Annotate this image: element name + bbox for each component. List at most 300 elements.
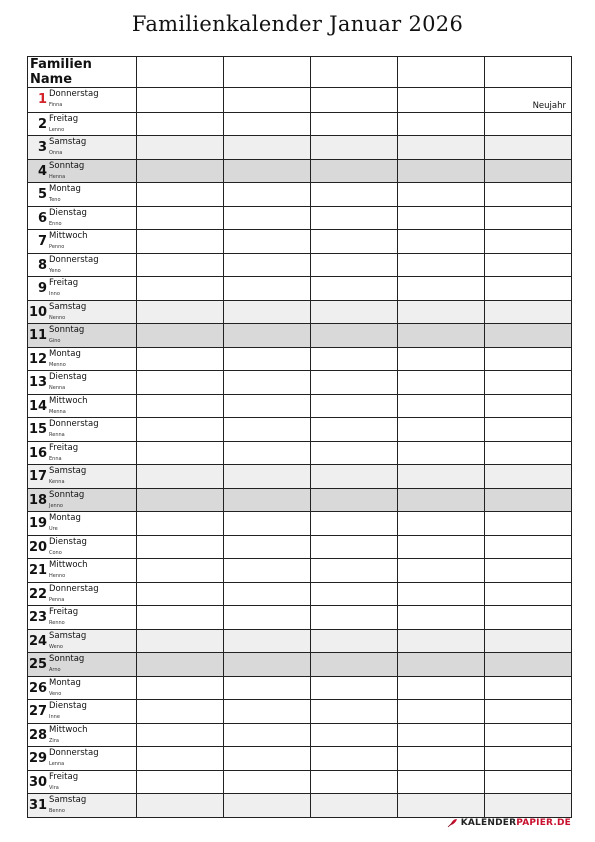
entry-cell[interactable] [311, 206, 398, 230]
entry-cell[interactable] [398, 206, 485, 230]
entry-cell[interactable] [311, 747, 398, 771]
brand-name-part1: KALENDER [460, 818, 517, 828]
entry-cell[interactable] [224, 418, 311, 442]
weekday-label: Donnerstag [49, 748, 99, 758]
day-number: 19 [29, 516, 48, 531]
name-day-label: Henna [49, 173, 66, 180]
day-label-cell [28, 324, 137, 348]
day-row [28, 559, 572, 583]
entry-cell[interactable] [398, 700, 485, 724]
entry-cell[interactable] [485, 700, 572, 724]
entry-cell[interactable] [137, 183, 224, 207]
name-day-label: Enna [49, 455, 62, 462]
day-label-cell [28, 206, 137, 230]
entry-cell[interactable] [398, 418, 485, 442]
entry-cell[interactable] [137, 371, 224, 395]
day-number: 2 [37, 116, 47, 132]
entry-cell[interactable] [224, 441, 311, 465]
day-label-cell [28, 488, 137, 512]
entry-cell[interactable] [311, 88, 398, 113]
entry-cell[interactable] [398, 629, 485, 653]
entry-cell[interactable] [224, 159, 311, 183]
entry-cell[interactable] [137, 606, 224, 630]
day-row [28, 347, 572, 371]
name-day-label: Henno [49, 573, 66, 579]
entry-cell[interactable] [485, 324, 572, 348]
day-row [28, 112, 572, 136]
weekday-label: Donnerstag [49, 419, 99, 429]
entry-cell[interactable] [398, 535, 485, 559]
entry-cell[interactable] [398, 465, 485, 489]
entry-cell[interactable] [311, 582, 398, 606]
day-number: 28 [29, 727, 48, 743]
name-day-label: Veno [49, 690, 62, 697]
entry-cell[interactable] [137, 253, 224, 277]
entry-cell[interactable] [224, 747, 311, 771]
day-row [28, 253, 572, 277]
entry-cell[interactable] [311, 418, 398, 442]
day-number: 29 [29, 751, 48, 766]
day-row [28, 747, 572, 771]
weekday-label: Samstag [49, 630, 87, 641]
entry-cell[interactable] [137, 559, 224, 583]
entry-cell[interactable] [485, 112, 572, 136]
day-row [28, 277, 572, 301]
entry-cell[interactable] [485, 159, 572, 183]
name-day-label: Renna [49, 432, 65, 438]
day-label-cell [28, 606, 137, 630]
name-day-label: Weno [49, 643, 63, 650]
day-label-cell [28, 300, 137, 324]
entry-cell[interactable] [137, 747, 224, 771]
entry-cell[interactable] [398, 230, 485, 254]
entry-cell[interactable] [398, 512, 485, 536]
entry-cell[interactable] [137, 512, 224, 536]
name-day-label: Menna [49, 408, 66, 415]
entry-cell[interactable] [398, 159, 485, 183]
entry-cell[interactable] [311, 253, 398, 277]
weekday-label: Dienstag [49, 701, 87, 711]
entry-cell[interactable] [137, 112, 224, 136]
entry-cell[interactable] [311, 159, 398, 183]
entry-cell[interactable] [485, 183, 572, 207]
day-row [28, 512, 572, 536]
weekday-label: Sonntag [49, 325, 85, 335]
day-number: 22 [29, 586, 48, 602]
entry-cell[interactable] [224, 183, 311, 207]
weekday-label: Dienstag [49, 372, 87, 382]
entry-cell[interactable] [137, 629, 224, 653]
name-day-label: Gino [49, 338, 61, 344]
entry-cell[interactable] [485, 371, 572, 395]
entry-cell[interactable] [311, 700, 398, 724]
entry-cell[interactable] [398, 723, 485, 747]
weekday-label: Mittwoch [49, 231, 88, 241]
day-label-cell [28, 159, 137, 183]
day-number: 11 [29, 328, 48, 343]
day-number: 17 [29, 469, 48, 484]
day-row [28, 324, 572, 348]
day-label-cell [28, 441, 137, 465]
entry-cell[interactable] [311, 347, 398, 371]
entry-cell[interactable] [224, 230, 311, 254]
weekday-label: Dienstag [49, 207, 87, 218]
name-day-label: Nenno [49, 314, 66, 321]
day-label-cell [28, 277, 137, 301]
entry-cell[interactable] [137, 653, 224, 677]
weekday-label: Freitag [49, 771, 79, 782]
entry-cell[interactable] [398, 676, 485, 700]
day-number: 18 [29, 492, 48, 508]
entry-cell[interactable] [311, 230, 398, 254]
name-day-label: Renno [49, 620, 65, 626]
entry-cell[interactable] [311, 465, 398, 489]
entry-cell[interactable] [137, 441, 224, 465]
day-row [28, 653, 572, 677]
day-number: 8 [37, 257, 47, 273]
entry-cell[interactable] [224, 700, 311, 724]
name-day-label: Vira [49, 784, 59, 791]
entry-cell[interactable] [137, 700, 224, 724]
day-number: 12 [29, 351, 48, 367]
family-member-cell[interactable] [311, 57, 398, 88]
name-day-label: Yeno [49, 267, 61, 274]
entry-cell[interactable] [398, 747, 485, 771]
day-row [28, 582, 572, 606]
name-day-label: Cono [49, 549, 62, 556]
entry-cell[interactable] [311, 441, 398, 465]
entry-cell[interactable] [485, 418, 572, 442]
name-day-label: Onna [49, 150, 63, 156]
weekday-label: Freitag [49, 442, 79, 453]
entry-cell[interactable] [311, 676, 398, 700]
entry-cell[interactable] [485, 770, 572, 794]
day-label-cell [28, 747, 137, 771]
entry-cell[interactable] [137, 88, 224, 113]
weekday-label: Donnerstag [49, 583, 99, 594]
day-number: 3 [37, 140, 47, 155]
entry-cell[interactable] [137, 324, 224, 348]
entry-cell[interactable] [224, 653, 311, 677]
day-number: 9 [37, 281, 47, 296]
entry-cell[interactable] [485, 488, 572, 512]
day-number: 31 [29, 798, 48, 813]
entry-cell[interactable] [398, 253, 485, 277]
day-label-cell [28, 794, 137, 818]
family-member-cell[interactable] [224, 57, 311, 88]
entry-cell[interactable] [398, 136, 485, 160]
family-member-cell[interactable] [398, 57, 485, 88]
weekday-label: Sonntag [49, 160, 85, 171]
entry-cell[interactable] [311, 488, 398, 512]
day-row [28, 371, 572, 395]
name-day-label: Inno [49, 291, 60, 297]
entry-cell[interactable] [224, 371, 311, 395]
day-row [28, 606, 572, 630]
day-number: 15 [29, 422, 48, 437]
entry-cell[interactable] [485, 347, 572, 371]
entry-cell[interactable] [224, 535, 311, 559]
entry-cell[interactable] [485, 465, 572, 489]
weekday-label: Freitag [49, 113, 79, 124]
entry-cell[interactable] [224, 300, 311, 324]
family-member-cell[interactable] [485, 57, 572, 88]
entry-cell[interactable] [485, 582, 572, 606]
entry-cell[interactable] [311, 300, 398, 324]
day-label-cell [28, 723, 137, 747]
entry-cell[interactable] [398, 277, 485, 301]
entry-cell[interactable] [485, 559, 572, 583]
day-number: 5 [37, 187, 47, 202]
entry-cell[interactable] [137, 206, 224, 230]
weekday-label: Freitag [49, 278, 79, 288]
entry-cell[interactable] [485, 629, 572, 653]
entry-cell[interactable] [398, 347, 485, 371]
entry-cell[interactable] [485, 606, 572, 630]
day-number: 24 [29, 633, 48, 649]
entry-cell[interactable] [398, 300, 485, 324]
entry-cell[interactable] [485, 230, 572, 254]
day-row [28, 488, 572, 512]
entry-cell[interactable] [398, 394, 485, 418]
day-label-cell [28, 230, 137, 254]
entry-cell[interactable] [311, 606, 398, 630]
day-label-cell [28, 347, 137, 371]
entry-cell[interactable] [137, 770, 224, 794]
day-label-cell [28, 88, 137, 113]
day-number: 4 [37, 163, 47, 179]
day-label-cell [28, 512, 137, 536]
entry-cell[interactable] [485, 653, 572, 677]
day-row [28, 535, 572, 559]
name-day-label: Lenno [49, 126, 65, 133]
day-label-cell [28, 629, 137, 653]
weekday-label: Samstag [49, 137, 87, 147]
entry-cell[interactable] [137, 347, 224, 371]
weekday-label: Freitag [49, 607, 79, 617]
weekday-label: Donnerstag [49, 254, 99, 265]
entry-cell[interactable] [398, 770, 485, 794]
name-day-label: Ure [49, 526, 58, 532]
entry-cell[interactable] [311, 794, 398, 818]
entry-cell[interactable] [137, 465, 224, 489]
weekday-label: Montag [49, 348, 81, 359]
entry-cell[interactable] [311, 371, 398, 395]
day-label-cell [28, 394, 137, 418]
entry-cell[interactable] [311, 136, 398, 160]
entry-cell[interactable] [224, 488, 311, 512]
entry-cell[interactable] [224, 794, 311, 818]
name-day-label: Teno [49, 197, 61, 203]
entry-cell[interactable] [398, 653, 485, 677]
day-label-cell [28, 136, 137, 160]
page-title: Familienkalender Januar 2026 [131, 12, 464, 36]
entry-cell[interactable] [398, 488, 485, 512]
weekday-label: Samstag [49, 466, 87, 476]
family-name-label: Familien Name [28, 57, 137, 88]
calendar-body [28, 57, 572, 818]
entry-cell[interactable] [398, 794, 485, 818]
entry-cell[interactable] [311, 770, 398, 794]
entry-cell[interactable] [485, 300, 572, 324]
name-day-label: Zira [49, 737, 59, 744]
name-day-label: Lenna [49, 761, 65, 767]
name-day-label: Finna [49, 102, 63, 108]
entry-cell[interactable] [398, 183, 485, 207]
header-row [28, 57, 572, 88]
entry-cell[interactable] [311, 723, 398, 747]
weekday-label: Montag [49, 513, 81, 523]
day-label-cell [28, 559, 137, 583]
day-row [28, 230, 572, 254]
day-number: 6 [37, 210, 47, 226]
name-day-label: Kenna [49, 479, 65, 485]
entry-cell[interactable] [311, 559, 398, 583]
entry-cell[interactable] [485, 253, 572, 277]
entry-cell[interactable] [398, 559, 485, 583]
entry-cell[interactable] [311, 112, 398, 136]
day-label-cell [28, 653, 137, 677]
day-row [28, 770, 572, 794]
weekday-label: Mittwoch [49, 395, 88, 406]
entry-cell[interactable] [224, 324, 311, 348]
name-day-label: Menno [49, 361, 66, 368]
entry-cell[interactable] [311, 394, 398, 418]
weekday-label: Mittwoch [49, 560, 88, 570]
entry-cell[interactable] [398, 441, 485, 465]
name-day-label: Penno [49, 244, 65, 250]
day-number: 25 [29, 657, 48, 672]
day-label-cell [28, 253, 137, 277]
day-label-cell [28, 770, 137, 794]
entry-cell[interactable] [224, 394, 311, 418]
day-label-cell [28, 676, 137, 700]
entry-cell[interactable] [224, 206, 311, 230]
entry-cell[interactable] [485, 794, 572, 818]
name-day-label: Penna [49, 596, 65, 603]
entry-cell[interactable] [137, 535, 224, 559]
weekday-label: Mittwoch [49, 724, 88, 735]
day-row [28, 676, 572, 700]
brand-name-part2: PAPIER.DE [516, 818, 571, 828]
day-label-cell [28, 700, 137, 724]
entry-cell[interactable] [398, 112, 485, 136]
name-day-label: Inne [49, 714, 60, 720]
entry-cell[interactable] [485, 535, 572, 559]
entry-cell[interactable] [137, 230, 224, 254]
entry-cell[interactable] [137, 136, 224, 160]
entry-cell[interactable] [485, 676, 572, 700]
day-label-cell [28, 418, 137, 442]
day-row [28, 394, 572, 418]
day-row [28, 794, 572, 818]
entry-cell[interactable] [485, 206, 572, 230]
entry-cell[interactable] [224, 88, 311, 113]
entry-cell[interactable] [398, 88, 485, 113]
brand-logo [447, 818, 571, 828]
entry-cell[interactable] [224, 136, 311, 160]
entry-cell[interactable] [485, 277, 572, 301]
entry-cell[interactable] [311, 277, 398, 301]
weekday-label: Samstag [49, 795, 87, 805]
day-row [28, 88, 572, 113]
entry-cell[interactable] [224, 606, 311, 630]
day-row [28, 159, 572, 183]
entry-cell[interactable] [485, 747, 572, 771]
day-label-cell [28, 465, 137, 489]
entry-cell[interactable] [485, 441, 572, 465]
entry-cell[interactable] [137, 488, 224, 512]
entry-cell[interactable] [224, 512, 311, 536]
entry-cell[interactable] [224, 629, 311, 653]
entry-cell[interactable] [137, 582, 224, 606]
name-day-label: Benno [49, 808, 65, 814]
entry-cell[interactable] [137, 159, 224, 183]
entry-cell[interactable] [398, 324, 485, 348]
entry-cell[interactable] [311, 512, 398, 536]
day-number: 26 [29, 680, 48, 696]
entry-cell[interactable] [137, 418, 224, 442]
entry-cell[interactable] [224, 582, 311, 606]
day-label-cell [28, 582, 137, 606]
entry-cell[interactable] [137, 794, 224, 818]
entry-cell[interactable] [137, 394, 224, 418]
holiday-note[interactable]: Neujahr [485, 88, 572, 113]
day-row [28, 700, 572, 724]
weekday-label: Sonntag [49, 489, 85, 500]
entry-cell[interactable] [485, 512, 572, 536]
entry-cell[interactable] [224, 277, 311, 301]
quill-icon [447, 818, 458, 828]
entry-cell[interactable] [311, 629, 398, 653]
entry-cell[interactable] [224, 347, 311, 371]
entry-cell[interactable] [485, 723, 572, 747]
entry-cell[interactable] [137, 300, 224, 324]
weekday-label: Montag [49, 184, 81, 194]
entry-cell[interactable] [398, 371, 485, 395]
entry-cell[interactable] [137, 277, 224, 301]
day-number: 16 [29, 445, 48, 461]
entry-cell[interactable] [311, 535, 398, 559]
day-row [28, 418, 572, 442]
entry-cell[interactable] [224, 112, 311, 136]
entry-cell[interactable] [224, 559, 311, 583]
entry-cell[interactable] [311, 653, 398, 677]
entry-cell[interactable] [224, 465, 311, 489]
entry-cell[interactable] [311, 183, 398, 207]
day-label-cell [28, 371, 137, 395]
day-label-cell [28, 535, 137, 559]
entry-cell[interactable] [485, 394, 572, 418]
weekday-label: Donnerstag [49, 89, 99, 99]
entry-cell[interactable] [311, 324, 398, 348]
family-member-cell[interactable] [137, 57, 224, 88]
day-number: 20 [29, 539, 48, 555]
day-number: 23 [29, 610, 48, 625]
entry-cell[interactable] [137, 676, 224, 700]
entry-cell[interactable] [224, 770, 311, 794]
weekday-label: Sonntag [49, 654, 85, 664]
entry-cell[interactable] [224, 723, 311, 747]
entry-cell[interactable] [398, 606, 485, 630]
entry-cell[interactable] [485, 136, 572, 160]
day-row [28, 300, 572, 324]
day-label-cell [28, 183, 137, 207]
entry-cell[interactable] [224, 253, 311, 277]
entry-cell[interactable] [137, 723, 224, 747]
entry-cell[interactable] [224, 676, 311, 700]
entry-cell[interactable] [398, 582, 485, 606]
